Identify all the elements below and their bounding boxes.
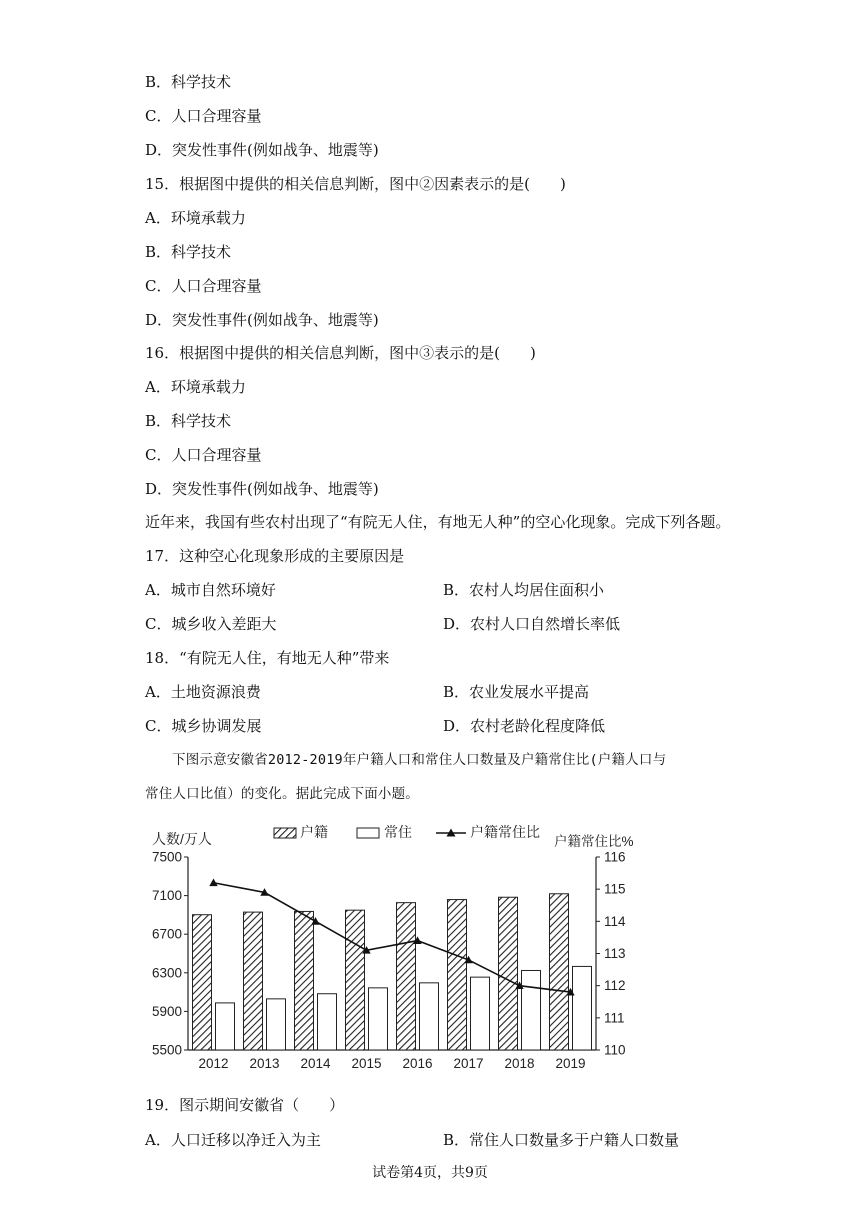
population-chart-svg — [140, 820, 660, 1080]
left-tick-label: 6300 — [151, 965, 182, 981]
x-tick-label: 2014 — [300, 1056, 331, 1071]
right-tick-label: 115 — [604, 881, 626, 897]
question-18: 18．“有院无人住，有地无人种”带来 — [145, 649, 390, 667]
bar-changzhu — [318, 994, 337, 1050]
bar-huji — [193, 915, 212, 1050]
x-tick-label: 2016 — [402, 1056, 433, 1071]
q15-option-a: A．环境承载力 — [145, 209, 246, 227]
x-tick-label: 2015 — [351, 1056, 382, 1071]
x-tick-label: 2012 — [198, 1056, 229, 1071]
bar-huji — [346, 910, 365, 1050]
question-16: 16．根据图中提供的相关信息判断，图中③表示的是( ) — [145, 344, 536, 362]
q18-option-c: C．城乡协调发展 — [145, 717, 262, 735]
legend-huji-label: 户籍 — [300, 824, 328, 840]
y-axis-right-label: 户籍常住比% — [554, 834, 634, 849]
q18-option-a: A．土地资源浪费 — [145, 683, 261, 701]
q17-option-d: D．农村人口自然增长率低 — [443, 615, 621, 633]
bar-changzhu — [216, 1003, 235, 1050]
q16-option-b: B．科学技术 — [145, 412, 232, 430]
population-chart — [140, 820, 660, 1080]
bar-huji — [295, 911, 314, 1050]
legend-changzhu-swatch — [357, 828, 379, 838]
bar-huji — [448, 900, 467, 1050]
q16-option-d: D．突发性事件(例如战争、地震等) — [145, 480, 379, 498]
legend-huji-swatch — [274, 828, 296, 838]
passage-intro-2a: 下图示意安徽省2012-2019年户籍人口和常住人口数量及户籍常住比(户籍人口与 — [172, 752, 667, 768]
bar-huji — [397, 903, 416, 1050]
option-b: B．科学技术 — [145, 73, 232, 91]
x-tick-label: 2019 — [555, 1056, 586, 1071]
q19-option-b: B．常住人口数量多于户籍人口数量 — [443, 1131, 680, 1149]
bar-changzhu — [573, 966, 592, 1050]
q17-option-c: C．城乡收入差距大 — [145, 615, 277, 633]
left-tick-label: 5500 — [151, 1042, 182, 1058]
option-d: D．突发性事件(例如战争、地震等) — [145, 141, 379, 159]
q19-option-a: A．人口迁移以净迁入为主 — [145, 1131, 321, 1149]
q17-option-b: B．农村人均居住面积小 — [443, 581, 605, 599]
bar-changzhu — [267, 999, 286, 1050]
x-tick-label: 2017 — [453, 1056, 484, 1071]
left-tick-label: 7500 — [151, 849, 182, 865]
q18-option-d: D．农村老龄化程度降低 — [443, 717, 606, 735]
legend-ratio-label: 户籍常住比 — [470, 824, 540, 840]
q15-option-c: C．人口合理容量 — [145, 277, 262, 295]
bar-changzhu — [471, 977, 490, 1050]
q18-option-b: B．农业发展水平提高 — [443, 683, 590, 701]
left-tick-label: 7100 — [151, 888, 182, 904]
bar-changzhu — [522, 970, 541, 1050]
q16-option-a: A．环境承载力 — [145, 378, 246, 396]
x-tick-label: 2018 — [504, 1056, 535, 1071]
bar-huji — [550, 894, 569, 1050]
x-tick-label: 2013 — [249, 1056, 280, 1071]
right-tick-label: 114 — [604, 913, 626, 929]
question-19: 19．图示期间安徽省（ ） — [145, 1096, 345, 1114]
y-axis-label: 人数/万人 — [152, 831, 212, 847]
question-17: 17．这种空心化现象形成的主要原因是 — [145, 547, 405, 565]
right-tick-label: 111 — [604, 1010, 625, 1026]
passage-intro-1: 近年来，我国有些农村出现了“有院无人住，有地无人种”的空心化现象。完成下列各题。 — [145, 513, 731, 531]
left-tick-label: 6700 — [151, 926, 182, 942]
page-footer: 试卷第4页，共9页 — [372, 1165, 488, 1181]
right-tick-label: 116 — [604, 849, 626, 865]
option-c: C．人口合理容量 — [145, 107, 262, 125]
bar-changzhu — [369, 988, 388, 1050]
right-tick-label: 112 — [604, 978, 626, 994]
q16-option-c: C．人口合理容量 — [145, 446, 262, 464]
passage-intro-2b: 常住人口比值）的变化。据此完成下面小题。 — [145, 786, 419, 802]
right-tick-label: 110 — [604, 1042, 626, 1058]
bar-huji — [499, 897, 518, 1050]
left-tick-label: 5900 — [151, 1003, 182, 1019]
q15-option-b: B．科学技术 — [145, 243, 232, 261]
q15-option-d: D．突发性事件(例如战争、地震等) — [145, 311, 379, 329]
right-tick-label: 113 — [604, 946, 626, 961]
bar-huji — [244, 912, 263, 1050]
bar-changzhu — [420, 983, 439, 1050]
ratio-point — [209, 879, 217, 887]
question-15: 15．根据图中提供的相关信息判断，图中②因素表示的是( ) — [145, 175, 566, 193]
legend-changzhu-label: 常住 — [384, 824, 412, 840]
q17-option-a: A．城市自然环境好 — [145, 581, 276, 599]
